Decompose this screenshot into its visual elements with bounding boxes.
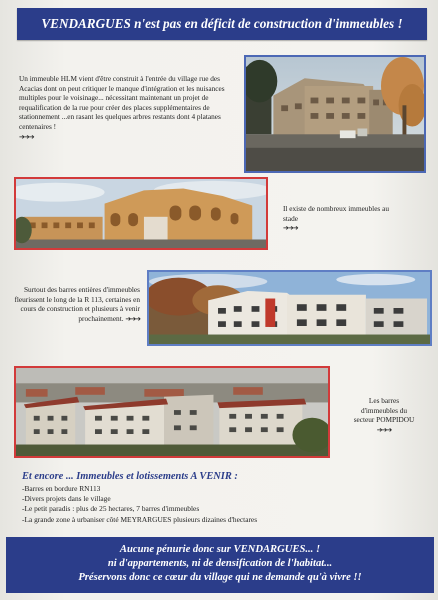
section2-caption: Il existe de nombreux immeubles au stade [283, 204, 389, 223]
footer-line-2: ni d'appartements, ni de densification de l'habitat... [107, 558, 333, 569]
section1-text: Un immeuble HLM vient d'être construit à l'entrée du village rue des Acacias dont on peut critiquer le manque d'intégration et les nuisances multiples pour le voisinage... nécessitant maintenant un projet de requalification de la rue pour créer des places supplémentaires de stationnement ...en rasant les quelques arbres restants dont 4 platanes centenaires ! [19, 74, 225, 131]
photo-r113-buildings [147, 270, 432, 346]
header-title: VENDARGUES n'est pas en déficit de construction d'immeubles ! [41, 16, 403, 31]
section4-arrows: ➔➔➔ [376, 425, 392, 434]
list-item: -La grande zone à urbaniser côté MEYRARGUES plusieurs dizaines d'hectares [22, 514, 258, 524]
section4-caption-block [350, 396, 418, 435]
photo-pompidou-buildings [14, 366, 330, 458]
footer-line-1: Aucune pénurie donc sur VENDARGUES... ! [119, 544, 321, 555]
upcoming-list [22, 484, 257, 525]
section3-text: Surtout des barres entières d'immeubles fleurissent le long de la R 113, certaines en cours de construction et plusieurs à venir prochainement. [14, 285, 140, 323]
footer-banner [6, 537, 434, 593]
footer-line-3: Préservons donc ce cœur du village qui ne demande qu'à vivre !! [78, 572, 362, 583]
section3-text-block [14, 285, 140, 324]
list-item: -Divers projets dans le village [22, 494, 111, 504]
header-banner [17, 8, 427, 40]
section1-text-block [19, 74, 229, 142]
section3-arrows: ➔➔➔ [125, 314, 140, 323]
section2-caption-block [283, 204, 393, 234]
upcoming-title: Et encore ... Immeubles et lotissements A VENIR : [22, 471, 238, 482]
photo-hlm-building [244, 55, 426, 173]
section4-caption: Les barres d'immeubles du secteur POMPIDOU [353, 396, 415, 425]
list-item: -Barres en bordure RN113 [22, 484, 101, 493]
photo-stadium-buildings [14, 177, 268, 250]
section1-arrows: ➔➔➔ [19, 132, 34, 141]
list-item: -Le petit paradis : plus de 25 hectares, 7 barres d'immeubles [22, 504, 200, 514]
section2-arrows: ➔➔➔ [283, 224, 298, 233]
